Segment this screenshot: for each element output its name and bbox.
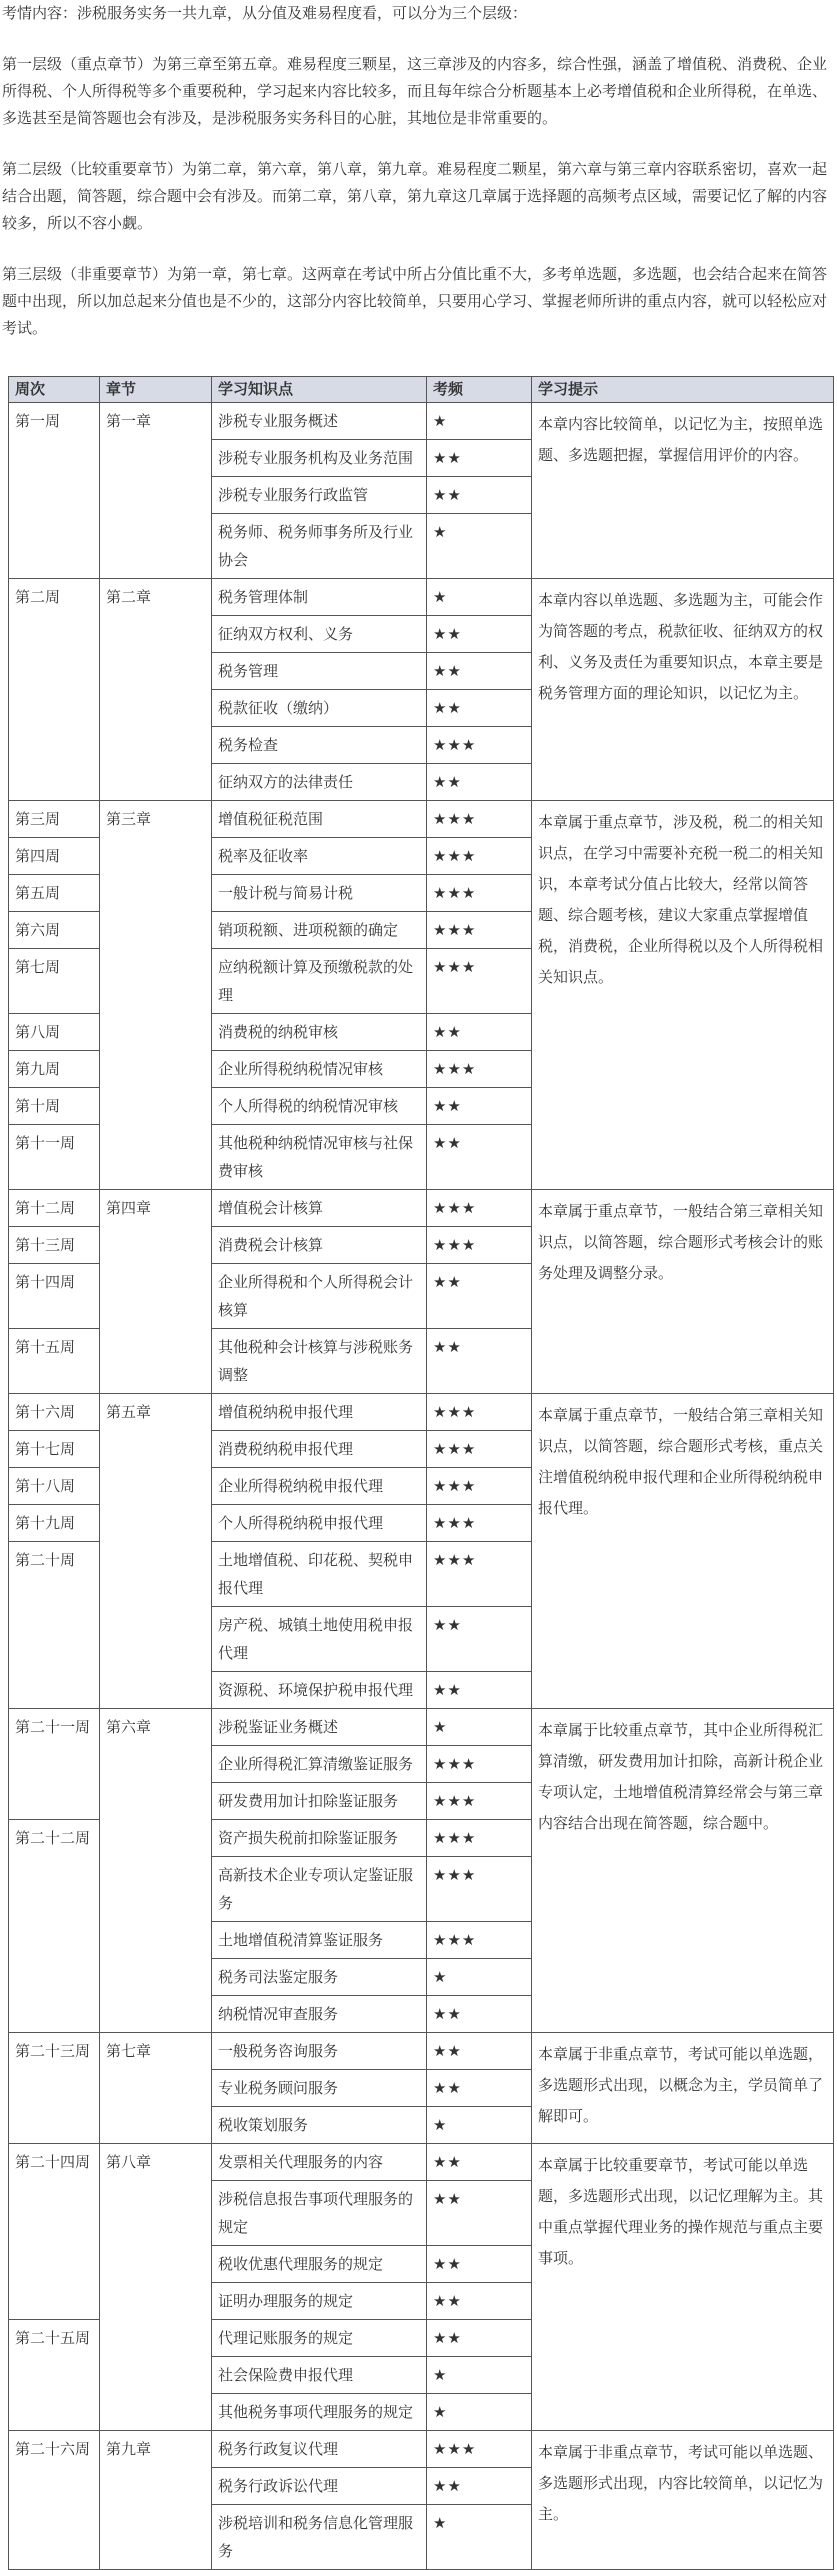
cell-week: 第五周 <box>9 875 100 912</box>
cell-week: 第十二周 <box>9 1190 100 1227</box>
cell-week: 第二十二周 <box>9 1820 100 2033</box>
cell-week: 第十九周 <box>9 1505 100 1542</box>
table-row <box>9 1709 834 1746</box>
cell-frequency-stars: ★★ <box>427 440 532 477</box>
table-row <box>9 1190 834 1227</box>
intro-line: 考情内容：涉税服务实务一共九章，从分值及难易程度看，可以分为三个层级： <box>2 4 528 22</box>
cell-knowledge-point: 征纳双方权利、义务 <box>212 616 427 653</box>
cell-frequency-stars: ★★ <box>427 2033 532 2070</box>
cell-knowledge-point: 专业税务顾问服务 <box>212 2070 427 2107</box>
cell-knowledge-point: 消费税会计核算 <box>212 1227 427 1264</box>
cell-week: 第十六周 <box>9 1394 100 1431</box>
cell-chapter: 第九章 <box>100 2431 212 2570</box>
cell-knowledge-point: 一般计税与简易计税 <box>212 875 427 912</box>
cell-frequency-stars: ★★ <box>427 2070 532 2107</box>
cell-frequency-stars: ★★ <box>427 477 532 514</box>
cell-chapter: 第六章 <box>100 1709 212 2033</box>
cell-frequency-stars: ★ <box>427 1709 532 1746</box>
cell-knowledge-point: 社会保险费申报代理 <box>212 2357 427 2394</box>
cell-knowledge-point: 涉税专业服务机构及业务范围 <box>212 440 427 477</box>
cell-frequency-stars: ★★ <box>427 2468 532 2505</box>
cell-knowledge-point: 代理记账服务的规定 <box>212 2320 427 2357</box>
cell-week: 第二十四周 <box>9 2144 100 2320</box>
cell-study-tip: 本章属于重点章节，一般结合第三章相关知识点，以简答题，综合题形式考核，重点关注增值税纳税申报代理和企业所得税纳税申报代理。 <box>532 1394 834 1709</box>
cell-frequency-stars: ★★★ <box>427 1394 532 1431</box>
cell-frequency-stars: ★★★ <box>427 1820 532 1857</box>
table-row <box>9 2144 834 2181</box>
cell-week: 第二十三周 <box>9 2033 100 2144</box>
cell-frequency-stars: ★★★ <box>427 2431 532 2468</box>
cell-study-tip: 本章内容以单选题、多选题为主，可能会作为简答题的考点，税款征收、征纳双方的权利、义务及责任为重要知识点，本章主要是税务管理方面的理论知识，以记忆为主。 <box>532 579 834 801</box>
cell-knowledge-point: 税务管理体制 <box>212 579 427 616</box>
cell-frequency-stars: ★★ <box>427 2283 532 2320</box>
cell-knowledge-point: 一般税务咨询服务 <box>212 2033 427 2070</box>
cell-knowledge-point: 企业所得税纳税情况审核 <box>212 1051 427 1088</box>
cell-frequency-stars: ★★★ <box>427 1857 532 1922</box>
cell-study-tip: 本章属于重点章节，涉及税，税二的相关知识点，在学习中需要补充税一税二的相关知识，本章考试分值占比较大，经常以简答题、综合题考核，建议大家重点掌握增值税，消费税，企业所得税以及个人所得税相关知识点。 <box>532 801 834 1190</box>
cell-frequency-stars: ★★ <box>427 2181 532 2246</box>
cell-knowledge-point: 征纳双方的法律责任 <box>212 764 427 801</box>
header-frequency: 考频 <box>427 377 532 403</box>
cell-frequency-stars: ★ <box>427 514 532 579</box>
cell-knowledge-point: 税务行政复议代理 <box>212 2431 427 2468</box>
cell-week: 第十七周 <box>9 1431 100 1468</box>
cell-week: 第十一周 <box>9 1125 100 1190</box>
cell-knowledge-point: 增值税纳税申报代理 <box>212 1394 427 1431</box>
header-knowledge-point: 学习知识点 <box>212 377 427 403</box>
cell-chapter: 第二章 <box>100 579 212 801</box>
cell-knowledge-point: 消费税的纳税审核 <box>212 1014 427 1051</box>
table-row <box>9 2431 834 2468</box>
cell-knowledge-point: 税款征收（缴纳） <box>212 690 427 727</box>
table-row <box>9 579 834 616</box>
cell-study-tip: 本章属于重点章节，一般结合第三章相关知识点，以简答题，综合题形式考核会计的账务处理及调整分录。 <box>532 1190 834 1394</box>
cell-week: 第十四周 <box>9 1264 100 1329</box>
cell-knowledge-point: 涉税专业服务概述 <box>212 403 427 440</box>
cell-knowledge-point: 其他税务事项代理服务的规定 <box>212 2394 427 2431</box>
cell-frequency-stars: ★ <box>427 2357 532 2394</box>
cell-frequency-stars: ★★ <box>427 1125 532 1190</box>
cell-week: 第六周 <box>9 912 100 949</box>
table-row <box>9 2033 834 2070</box>
cell-frequency-stars: ★★ <box>427 690 532 727</box>
cell-week: 第十八周 <box>9 1468 100 1505</box>
cell-frequency-stars: ★ <box>427 2107 532 2144</box>
cell-frequency-stars: ★★★ <box>427 838 532 875</box>
cell-knowledge-point: 涉税信息报告事项代理服务的规定 <box>212 2181 427 2246</box>
cell-frequency-stars: ★★★ <box>427 1922 532 1959</box>
cell-frequency-stars: ★★ <box>427 2144 532 2181</box>
cell-knowledge-point: 企业所得税汇算清缴鉴证服务 <box>212 1746 427 1783</box>
cell-chapter: 第五章 <box>100 1394 212 1709</box>
table-row <box>9 801 834 838</box>
cell-knowledge-point: 其他税种纳税情况审核与社保费审核 <box>212 1125 427 1190</box>
table-header-row <box>9 377 834 403</box>
cell-knowledge-point: 涉税专业服务行政监管 <box>212 477 427 514</box>
cell-knowledge-point: 销项税额、进项税额的确定 <box>212 912 427 949</box>
cell-frequency-stars: ★★ <box>427 2320 532 2357</box>
cell-frequency-stars: ★★ <box>427 1264 532 1329</box>
cell-knowledge-point: 纳税情况审查服务 <box>212 1996 427 2033</box>
cell-study-tip: 本章属于非重点章节，考试可能以单选题，多选题形式出现，以概念为主，学员简单了解即可。 <box>532 2033 834 2144</box>
cell-frequency-stars: ★★★ <box>427 1746 532 1783</box>
intro-paragraph-level1: 第一层级（重点章节）为第三章至第五章。难易程度三颗星，这三章涉及的内容多，综合性强，涵盖了增值税、消费税、企业所得税、个人所得税等多个重要税种，学习起来内容比较多，而且每年综合分析题基本上必考增值税和企业所得税，在单选、多选甚至是简答题也会有涉及，是涉税服务实务科目的心脏，其地位是非常重要的。 <box>2 55 828 127</box>
cell-knowledge-point: 税务检查 <box>212 727 427 764</box>
cell-frequency-stars: ★ <box>427 2505 532 2570</box>
header-tip: 学习提示 <box>532 377 834 403</box>
cell-knowledge-point: 消费税纳税申报代理 <box>212 1431 427 1468</box>
cell-frequency-stars: ★★★ <box>427 727 532 764</box>
cell-knowledge-point: 资源税、环境保护税申报代理 <box>212 1672 427 1709</box>
cell-chapter: 第一章 <box>100 403 212 579</box>
cell-frequency-stars: ★★ <box>427 1672 532 1709</box>
cell-week: 第二十五周 <box>9 2320 100 2431</box>
cell-knowledge-point: 税务司法鉴定服务 <box>212 1959 427 1996</box>
cell-knowledge-point: 资产损失税前扣除鉴证服务 <box>212 1820 427 1857</box>
intro-paragraph-level2: 第二层级（比较重要章节）为第二章，第六章，第八章，第九章。难易程度二颗星，第六章与第三章内容联系密切，喜欢一起结合出题，简答题，综合题中会有涉及。而第二章，第八章，第九章这几章属于选择题的高频考点区域，需要记忆了解的内容较多，所以不容小觑。 <box>2 160 828 232</box>
header-week: 周次 <box>9 377 100 403</box>
cell-frequency-stars: ★ <box>427 579 532 616</box>
cell-week: 第七周 <box>9 949 100 1014</box>
cell-week: 第四周 <box>9 838 100 875</box>
cell-knowledge-point: 增值税征税范围 <box>212 801 427 838</box>
cell-week: 第十五周 <box>9 1329 100 1394</box>
study-plan-table <box>8 376 834 2570</box>
table-row <box>9 1394 834 1431</box>
cell-frequency-stars: ★★★ <box>427 1227 532 1264</box>
cell-knowledge-point: 税务管理 <box>212 653 427 690</box>
cell-study-tip: 本章属于比较重点章节，其中企业所得税汇算清缴，研发费用加计扣除，高新计税企业专项认定，土地增值税清算经常会与第三章内容结合出现在简答题，综合题中。 <box>532 1709 834 2033</box>
cell-chapter: 第四章 <box>100 1190 212 1394</box>
cell-knowledge-point: 涉税培训和税务信息化管理服务 <box>212 2505 427 2570</box>
cell-knowledge-point: 个人所得税的纳税情况审核 <box>212 1088 427 1125</box>
cell-knowledge-point: 涉税鉴证业务概述 <box>212 1709 427 1746</box>
cell-frequency-stars: ★ <box>427 1959 532 1996</box>
cell-knowledge-point: 税务师、税务师事务所及行业协会 <box>212 514 427 579</box>
cell-week: 第九周 <box>9 1051 100 1088</box>
cell-frequency-stars: ★★ <box>427 616 532 653</box>
cell-knowledge-point: 企业所得税纳税申报代理 <box>212 1468 427 1505</box>
cell-week: 第一周 <box>9 403 100 579</box>
cell-frequency-stars: ★★★ <box>427 1190 532 1227</box>
cell-knowledge-point: 证明办理服务的规定 <box>212 2283 427 2320</box>
intro-paragraph-level3: 第三层级（非重要章节）为第一章，第七章。这两章在考试中所占分值比重不大，多考单选题，多选题，也会结合起来在简答题中出现，所以加总起来分值也是不少的，这部分内容比较简单，只要用心学习、掌握老师所讲的重点内容，就可以轻松应对考试。 <box>2 265 828 337</box>
cell-week: 第二十六周 <box>9 2431 100 2570</box>
cell-knowledge-point: 企业所得税和个人所得税会计核算 <box>212 1264 427 1329</box>
cell-frequency-stars: ★ <box>427 403 532 440</box>
cell-knowledge-point: 税务行政诉讼代理 <box>212 2468 427 2505</box>
cell-frequency-stars: ★★★ <box>427 1505 532 1542</box>
cell-knowledge-point: 房产税、城镇土地使用税申报代理 <box>212 1607 427 1672</box>
cell-frequency-stars: ★★ <box>427 1014 532 1051</box>
cell-frequency-stars: ★★ <box>427 2246 532 2283</box>
cell-frequency-stars: ★★★ <box>427 1542 532 1607</box>
cell-frequency-stars: ★★ <box>427 653 532 690</box>
table-row <box>9 403 834 440</box>
cell-frequency-stars: ★★★ <box>427 949 532 1014</box>
cell-knowledge-point: 土地增值税、印花税、契税申报代理 <box>212 1542 427 1607</box>
cell-week: 第三周 <box>9 801 100 838</box>
cell-knowledge-point: 税收优惠代理服务的规定 <box>212 2246 427 2283</box>
cell-week: 第二十一周 <box>9 1709 100 1820</box>
cell-frequency-stars: ★★★ <box>427 1051 532 1088</box>
cell-study-tip: 本章内容比较简单，以记忆为主，按照单选题、多选题把握，掌握信用评价的内容。 <box>532 403 834 579</box>
cell-knowledge-point: 税率及征收率 <box>212 838 427 875</box>
cell-knowledge-point: 其他税种会计核算与涉税账务调整 <box>212 1329 427 1394</box>
cell-knowledge-point: 高新技术企业专项认定鉴证服务 <box>212 1857 427 1922</box>
intro-text <box>2 0 832 342</box>
cell-chapter: 第三章 <box>100 801 212 1190</box>
cell-week: 第二十周 <box>9 1542 100 1709</box>
cell-frequency-stars: ★★ <box>427 764 532 801</box>
cell-knowledge-point: 研发费用加计扣除鉴证服务 <box>212 1783 427 1820</box>
cell-frequency-stars: ★ <box>427 2394 532 2431</box>
cell-knowledge-point: 发票相关代理服务的内容 <box>212 2144 427 2181</box>
cell-frequency-stars: ★★★ <box>427 1431 532 1468</box>
cell-week: 第八周 <box>9 1014 100 1051</box>
cell-week: 第十三周 <box>9 1227 100 1264</box>
cell-frequency-stars: ★★★ <box>427 1468 532 1505</box>
cell-study-tip: 本章属于非重点章节，考试可能以单选题、多选题形式出现，内容比较简单，以记忆为主。 <box>532 2431 834 2570</box>
cell-frequency-stars: ★★★ <box>427 1783 532 1820</box>
cell-knowledge-point: 增值税会计核算 <box>212 1190 427 1227</box>
cell-frequency-stars: ★★★ <box>427 801 532 838</box>
cell-chapter: 第七章 <box>100 2033 212 2144</box>
cell-knowledge-point: 税收策划服务 <box>212 2107 427 2144</box>
cell-chapter: 第八章 <box>100 2144 212 2431</box>
cell-knowledge-point: 土地增值税清算鉴证服务 <box>212 1922 427 1959</box>
cell-study-tip: 本章属于比较重要章节，考试可能以单选题，多选题形式出现，以记忆理解为主。其中重点掌握代理业务的操作规范与重点主要事项。 <box>532 2144 834 2431</box>
cell-frequency-stars: ★★★ <box>427 912 532 949</box>
cell-frequency-stars: ★★ <box>427 1607 532 1672</box>
cell-frequency-stars: ★★ <box>427 1329 532 1394</box>
cell-week: 第十周 <box>9 1088 100 1125</box>
cell-knowledge-point: 应纳税额计算及预缴税款的处理 <box>212 949 427 1014</box>
cell-frequency-stars: ★★★ <box>427 875 532 912</box>
cell-knowledge-point: 个人所得税纳税申报代理 <box>212 1505 427 1542</box>
cell-frequency-stars: ★★ <box>427 1088 532 1125</box>
cell-week: 第二周 <box>9 579 100 801</box>
cell-frequency-stars: ★★ <box>427 1996 532 2033</box>
header-chapter: 章节 <box>100 377 212 403</box>
